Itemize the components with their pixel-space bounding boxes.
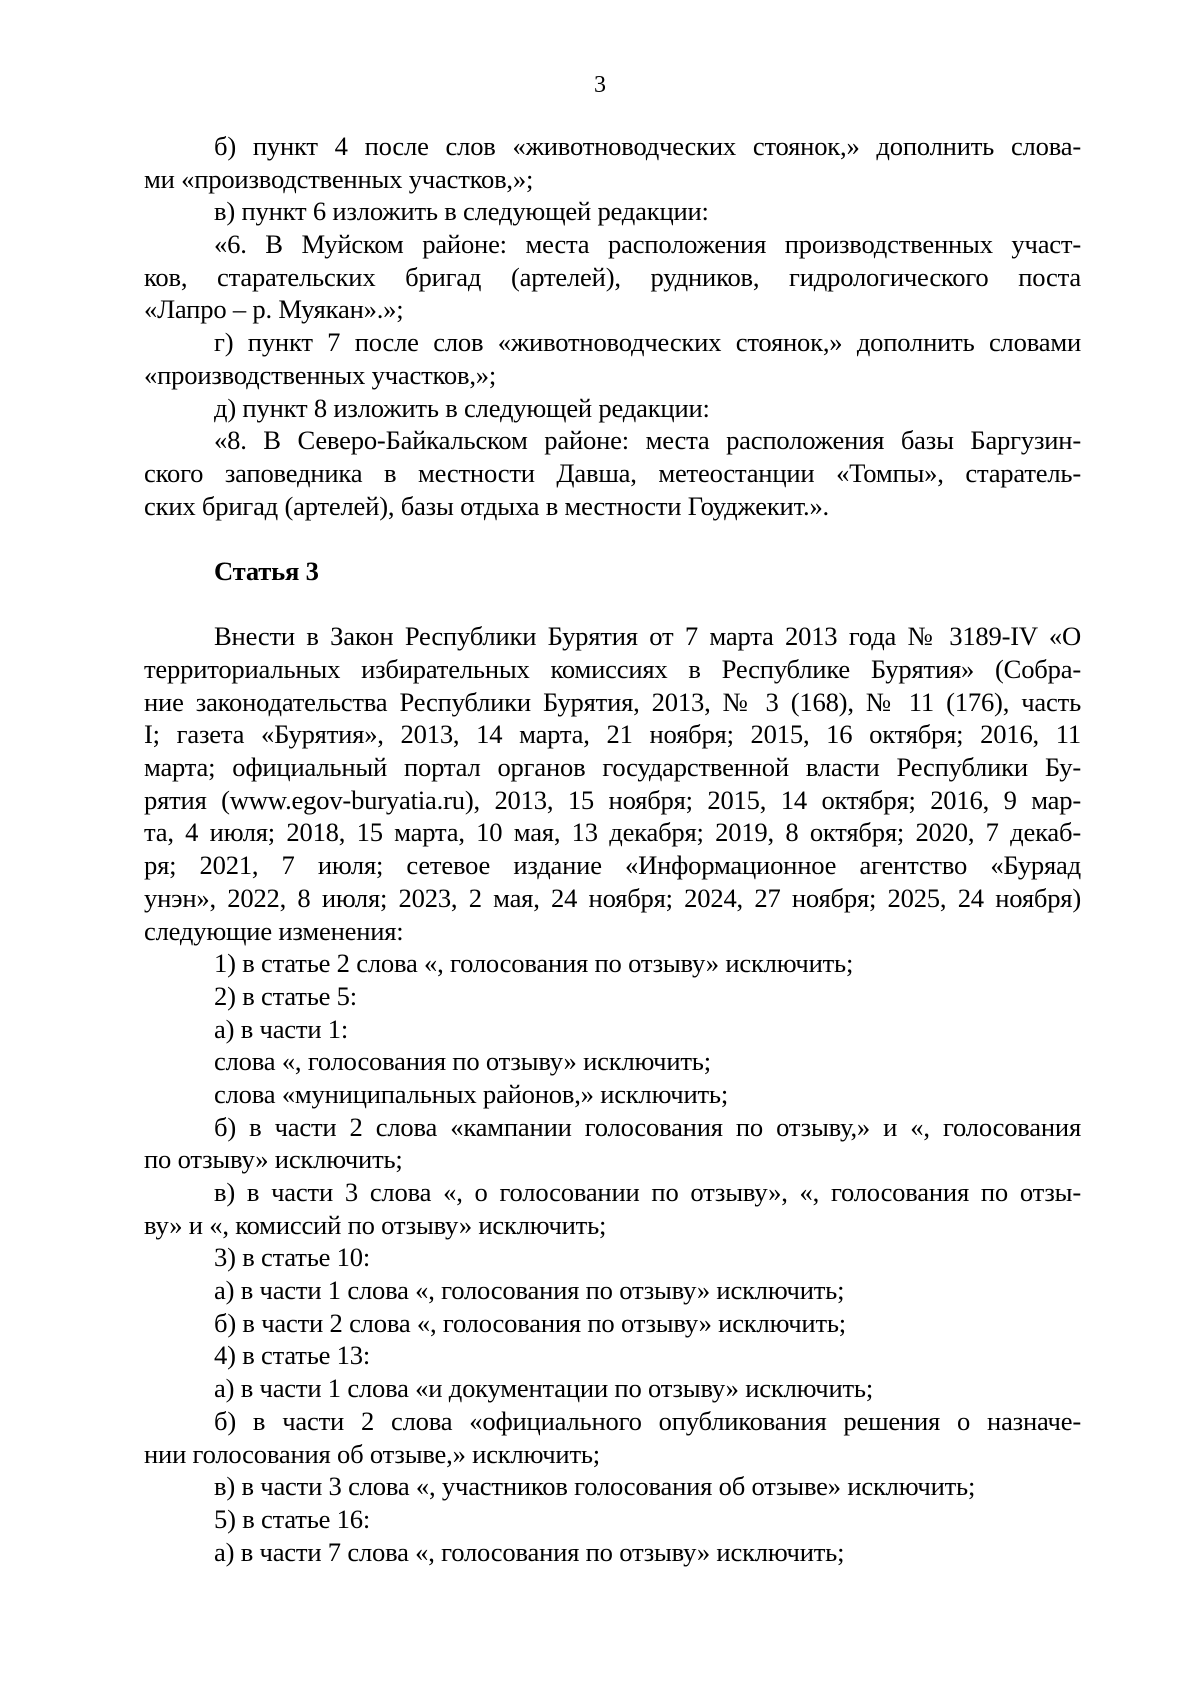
list-item: 5) в статье 16: xyxy=(214,1503,371,1534)
paragraph-line: «6. В Муйском районе: места расположения производственных участ- xyxy=(214,229,1081,260)
paragraph-line: марта; официальный портал органов государственной власти Республики Бу- xyxy=(144,752,1081,783)
list-item: б) в части 2 слова «официального опубликования решения о назначе- xyxy=(214,1405,1081,1436)
paragraph-line: Внести в Закон Республики Бурятия от 7 марта 2013 года № 3189-IV «О xyxy=(214,621,1081,652)
list-item: в) в части 3 слова «, участников голосования об отзыве» исключить; xyxy=(214,1471,976,1502)
list-item: а) в части 1 слова «, голосования по отзыву» исключить; xyxy=(214,1275,845,1306)
list-item: б) в части 2 слова «кампании голосования по отзыву,» и «, голосования xyxy=(214,1111,1081,1142)
list-item: 2) в статье 5: xyxy=(214,980,357,1011)
paragraph-line: «Лапро – р. Муякан».»; xyxy=(144,294,404,325)
page-number: 3 xyxy=(594,72,606,98)
list-item: в) в части 3 слова «, о голосовании по отзыву», «, голосования по отзы- xyxy=(214,1177,1081,1207)
paragraph-line: ского заповедника в местности Давша, метеостанции «Томпы», старатель- xyxy=(144,457,1081,488)
paragraph-line: д) пункт 8 изложить в следующей редакции: xyxy=(214,392,710,423)
document-body xyxy=(144,130,1081,1568)
paragraph-line: I; газета «Бурятия», 2013, 14 марта, 21 ноября; 2015, 16 октября; 2016, 11 xyxy=(144,719,1081,750)
spacer xyxy=(144,588,1081,621)
list-item: б) в части 2 слова «, голосования по отзыву» исключить; xyxy=(214,1307,846,1338)
article-heading: Статья 3 xyxy=(214,555,319,586)
paragraph-line: б) пункт 4 после слов «животноводческих стоянок,» дополнить слова- xyxy=(214,131,1081,161)
paragraph-line: г) пункт 7 после слов «животноводческих стоянок,» дополнить словами xyxy=(214,327,1081,358)
paragraph-line: ние законодательства Республики Бурятия, 2013, № 3 (168), № 11 (176), часть xyxy=(144,686,1081,717)
paragraph-line: ву» и «, комиссий по отзыву» исключить; xyxy=(144,1209,607,1240)
list-item: а) в части 1: xyxy=(214,1013,349,1044)
paragraph-line: унэн», 2022, 8 июля; 2023, 2 мая, 24 ноября; 2024, 27 ноября; 2025, 24 ноября) xyxy=(144,882,1081,913)
paragraph-line: по отзыву» исключить; xyxy=(144,1144,403,1175)
list-item: 1) в статье 2 слова «, голосования по отзыву» исключить; xyxy=(214,948,854,979)
paragraph-line: рятия (www.egov-buryatia.ru), 2013, 15 ноября; 2015, 14 октября; 2016, 9 мар- xyxy=(144,784,1081,815)
paragraph-line: ря; 2021, 7 июля; сетевое издание «Информационное агентство «Буряад xyxy=(144,850,1081,881)
list-item: 4) в статье 13: xyxy=(214,1340,371,1371)
spacer xyxy=(144,522,1081,555)
paragraph-line: следующие изменения: xyxy=(144,915,404,946)
list-item: слова «, голосования по отзыву» исключить; xyxy=(214,1046,711,1077)
list-item: слова «муниципальных районов,» исключить; xyxy=(214,1078,729,1109)
list-item: 3) в статье 10: xyxy=(214,1242,371,1273)
paragraph-line: ми «производственных участков,»; xyxy=(144,163,534,194)
paragraph-line: ков, старательских бригад (артелей), рудников, гидрологического поста xyxy=(144,261,1081,292)
paragraph-line: та, 4 июля; 2018, 15 марта, 10 мая, 13 декабря; 2019, 8 октября; 2020, 7 декаб- xyxy=(144,817,1081,848)
paragraph-line: территориальных избирательных комиссиях в Республике Бурятия» (Собра- xyxy=(144,654,1081,684)
list-item: а) в части 1 слова «и документации по отзыву» исключить; xyxy=(214,1373,874,1404)
paragraph-line: «8. В Северо-Байкальском районе: места расположения базы Баргузин- xyxy=(214,425,1081,456)
paragraph-line: нии голосования об отзыве,» исключить; xyxy=(144,1438,600,1469)
list-item: а) в части 7 слова «, голосования по отзыву» исключить; xyxy=(214,1536,845,1567)
paragraph-line: в) пункт 6 изложить в следующей редакции: xyxy=(214,196,709,227)
paragraph-line: ских бригад (артелей), базы отдыха в местности Гоуджекит.». xyxy=(144,490,829,521)
paragraph-line: «производственных участков,»; xyxy=(144,359,497,390)
